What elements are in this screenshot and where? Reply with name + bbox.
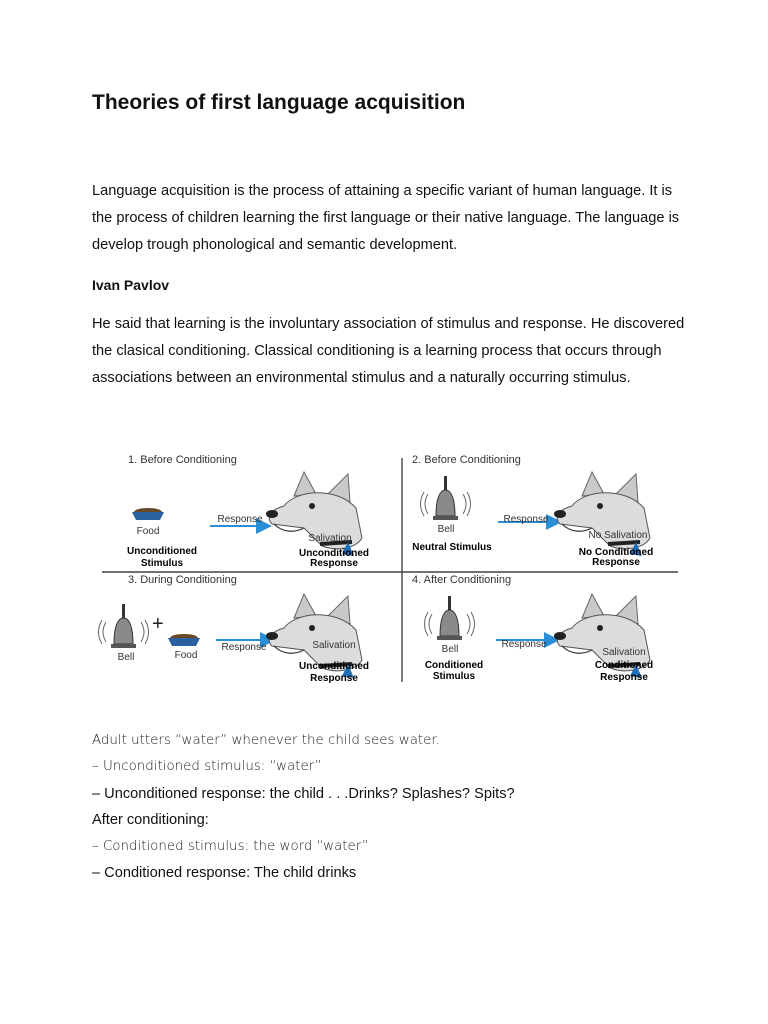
- right-caption-line1: No Conditioned: [578, 547, 654, 558]
- right-caption-line2: Response: [600, 672, 648, 683]
- example-line: Adult utters “water” whenever the child sees water.: [92, 733, 440, 748]
- panel-after-conditioning: [412, 574, 653, 683]
- example-line: – Conditioned response: The child drinks: [92, 864, 357, 881]
- example-line: – Unconditioned stimulus: “water”: [92, 759, 322, 775]
- stimulus-label: Bell: [441, 644, 459, 655]
- right-caption-line1: Unconditioned: [299, 548, 369, 559]
- section-heading: Ivan Pavlov: [92, 277, 170, 293]
- bell-icon: [421, 476, 471, 520]
- stimulus-label: Bell: [437, 524, 455, 535]
- dog-label: Salivation: [602, 647, 646, 658]
- dog-label: Salivation: [308, 533, 352, 544]
- dog-label: No Salivation: [588, 530, 648, 541]
- left-caption-line1: Conditioned: [424, 660, 484, 671]
- panel-heading: 1. Before Conditioning: [128, 454, 237, 466]
- arrow-label: Response: [217, 514, 263, 525]
- classical-conditioning-figure: [94, 446, 678, 690]
- intro-paragraph: Language acquisition is the process of attaining a specific variant of human language. It is the process of children learning the first language or their native language. The language is develop trough phonological and semantic development.: [92, 183, 680, 253]
- dog-label: Salivation: [312, 640, 356, 651]
- example-line: – Unconditioned response: the child . . .Drinks? Splashes? Spits?: [92, 785, 515, 802]
- panel-before-conditioning-2: [412, 454, 653, 568]
- arrow-label: Response: [221, 642, 267, 653]
- arrow-label: Response: [501, 639, 547, 650]
- bell-icon: [425, 596, 475, 640]
- dog-icon: [554, 472, 650, 556]
- pavlov-paragraph: He said that learning is the involuntary association of stimulus and response. He discovered the clasical conditioning. Classical conditioning is a learning process that occurs through associations between an environmental stimulus and a naturally occurring stimulus.: [92, 316, 685, 386]
- left-caption-line2: Stimulus: [432, 671, 476, 682]
- left-caption-line2: Stimulus: [140, 558, 184, 569]
- panel-heading: 2. Before Conditioning: [412, 454, 521, 466]
- panel-during-conditioning: [99, 574, 370, 684]
- stimulus-label: Food: [136, 526, 160, 537]
- water-example: [92, 728, 515, 886]
- right-caption-line1: Unconditioned: [299, 661, 369, 672]
- page-title: Theories of first language acquisition: [92, 91, 466, 114]
- example-line: – Conditioned stimulus: the word “water”: [92, 838, 369, 854]
- stimulus-label-2: Food: [174, 650, 198, 661]
- food-bowl-icon: [132, 508, 164, 520]
- panel-heading: 3. During Conditioning: [128, 574, 237, 586]
- bell-icon: [99, 604, 149, 648]
- panel-before-conditioning-1: [127, 454, 369, 569]
- right-caption-line1: Conditioned: [594, 660, 654, 671]
- stimulus-label: Bell: [117, 652, 135, 663]
- right-caption-line2: Response: [310, 558, 358, 569]
- plus-icon: +: [152, 613, 164, 635]
- food-bowl-icon: [168, 634, 200, 646]
- example-line: After conditioning:: [92, 812, 209, 829]
- right-caption-line2: Response: [592, 557, 640, 568]
- left-caption-line1: Unconditioned: [127, 546, 197, 557]
- right-caption-line2: Response: [310, 673, 358, 684]
- panel-heading: 4. After Conditioning: [412, 574, 512, 586]
- arrow-label: Response: [503, 514, 549, 525]
- left-caption-line1: Neutral Stimulus: [412, 542, 492, 553]
